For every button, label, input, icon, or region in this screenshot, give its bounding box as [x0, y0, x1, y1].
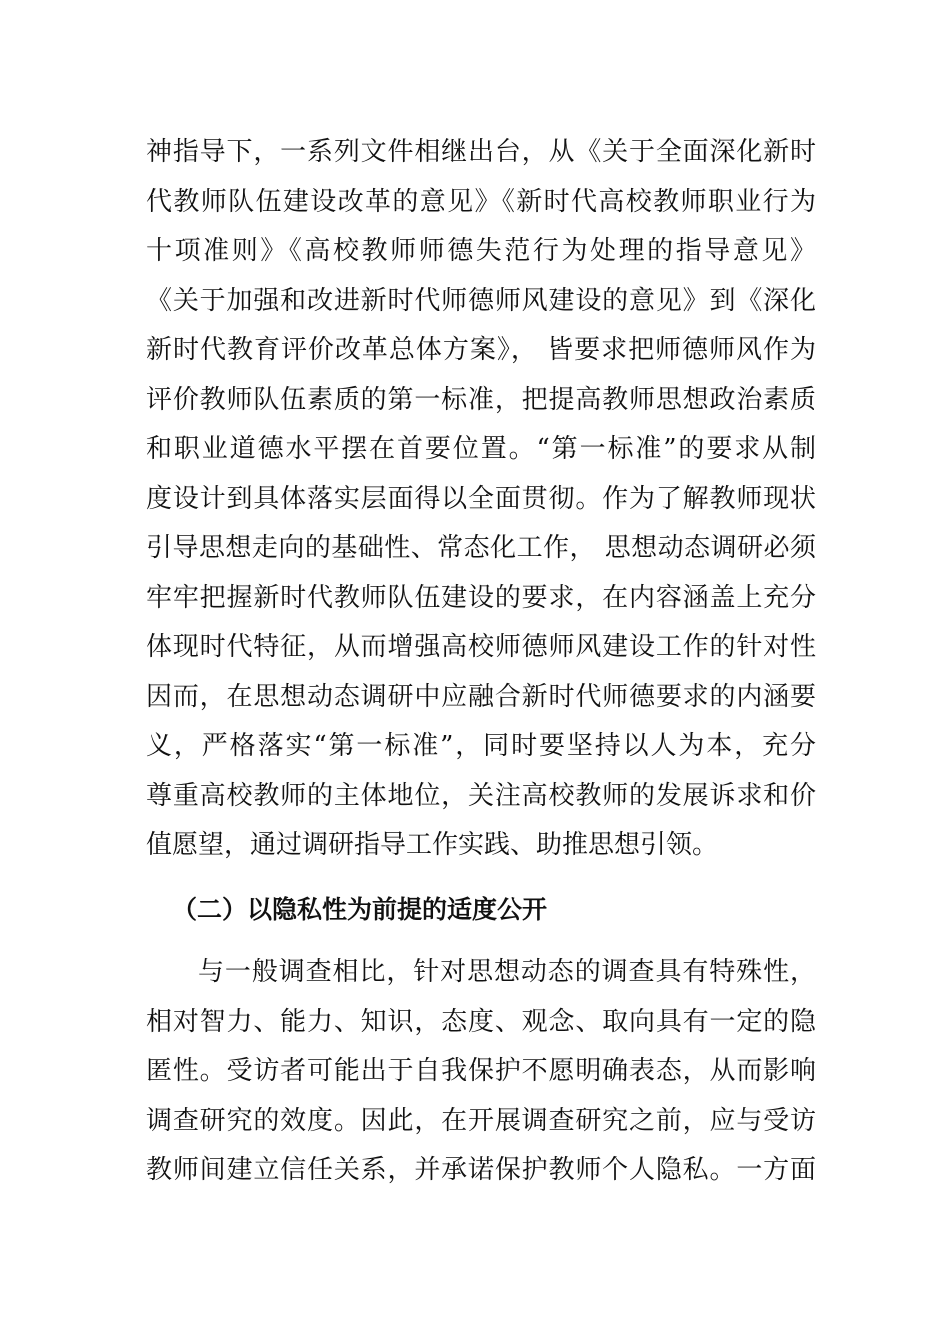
section-heading: （二）以隐私性为前提的适度公开 [172, 895, 548, 924]
paragraph-1-line: 代教师队伍建设改革的意见》《新时代高校教师职业行为 [146, 186, 816, 217]
paragraph-2-line: 相对智力、能力、知识，态度、观念、取向具有一定的隐 [146, 1006, 816, 1037]
paragraph-1-line: 因而，在思想动态调研中应融合新时代师德要求的内涵要 [146, 681, 816, 712]
paragraph-1-line: 尊重高校教师的主体地位，关注高校教师的发展诉求和价 [146, 780, 816, 811]
paragraph-1 [146, 128, 816, 871]
paragraph-1-line: 新时代教育评价改革总体方案》， 皆要求把师德师风作为 [146, 335, 816, 365]
paragraph-1-line: 神指导下，一系列文件相继出台，从《关于全面深化新时 [146, 137, 816, 167]
paragraph-1-line: 值愿望，通过调研指导工作实践、助推思想引领。 [146, 830, 719, 860]
paragraph-1-line: 十项准则》《高校教师师德失范行为处理的指导意见》 [146, 236, 816, 266]
paragraph-1-line: 评价教师队伍素质的第一标准，把提高教师思想政治素质 [146, 384, 816, 415]
paragraph-1-line: 引导思想走向的基础性、常态化工作， 思想动态调研必须 [146, 533, 816, 563]
paragraph-2 [146, 948, 816, 1196]
paragraph-1-line: 度设计到具体落实层面得以全面贯彻。作为了解教师现状 [146, 483, 816, 514]
paragraph-1-line: 《关于加强和改进新时代师德师风建设的意见》到《深化 [146, 285, 816, 316]
paragraph-2-line: 教师间建立信任关系，并承诺保护教师个人隐私。一方面 [146, 1155, 816, 1185]
paragraph-2-line: 与一般调查相比，针对思想动态的调查具有特殊性， [198, 957, 816, 987]
paragraph-1-line: 和职业道德水平摆在首要位置。“第一标准”的要求从制 [146, 434, 816, 464]
paragraph-2-line: 调查研究的效度。因此，在开展调查研究之前，应与受访 [146, 1105, 816, 1136]
paragraph-1-line: 体现时代特征，从而增强高校师德师风建设工作的针对性 [146, 632, 816, 662]
paragraph-2-line: 匿性。受访者可能出于自我保护不愿明确表态，从而影响 [146, 1056, 816, 1086]
paragraph-1-line: 义，严格落实“第一标准”，同时要坚持以人为本，充分 [146, 731, 816, 761]
paragraph-1-line: 牢牢把握新时代教师队伍建设的要求，在内容涵盖上充分 [146, 582, 816, 613]
